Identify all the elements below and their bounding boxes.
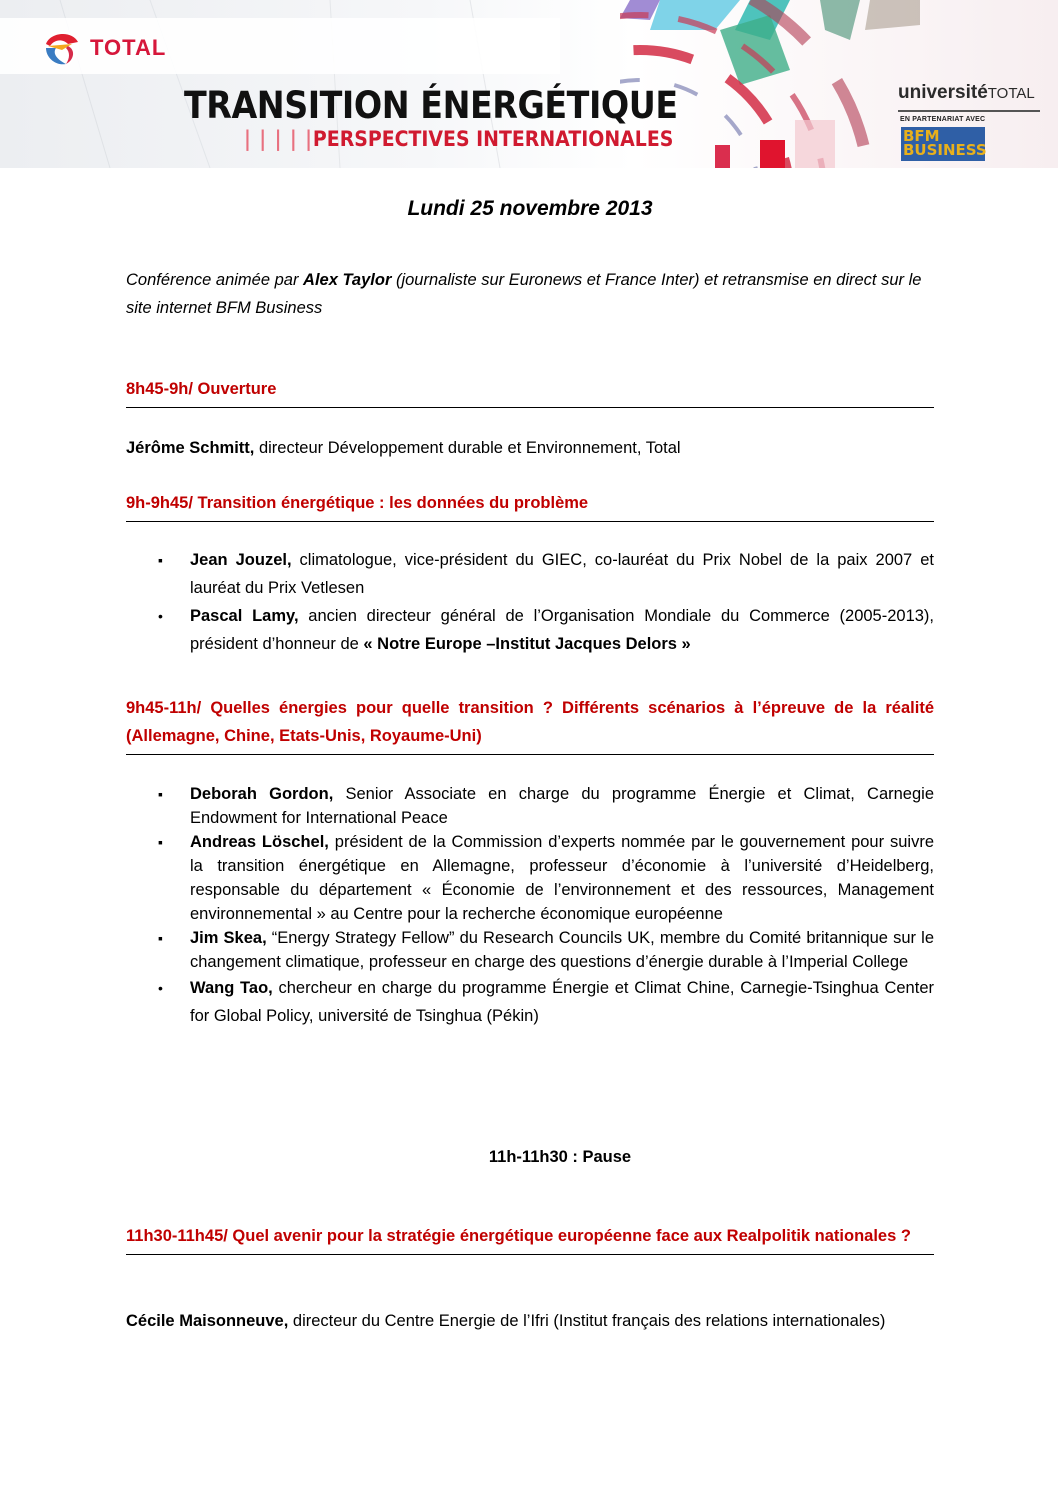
partner-label: EN PARTENARIAT AVEC	[900, 116, 986, 123]
session-heading-europe: 11h30-11h45/ Quel avenir pour la stratégie énergétique européenne face aux Realpolitik nationales ?	[126, 1222, 934, 1255]
event-title: TRANSITION ÉNERGÉTIQUE	[184, 84, 678, 127]
event-subtitle	[244, 127, 673, 151]
list-item	[126, 602, 934, 658]
speaker-desc: directeur du Centre Energie de l’Ifri (Institut français des relations internationales)	[288, 1312, 886, 1330]
speaker-desc: chercheur en charge du programme Énergie et Climat Chine, Carnegie-Tsinghua Center for Global Policy, université de Tsinghua (Pékin)	[190, 979, 934, 1025]
bfm-logo-line1: BFM	[903, 127, 940, 145]
speaker-desc: directeur Développement durable et Environnement, Total	[254, 439, 681, 457]
speaker-desc: Senior Associate en charge du programme Énergie et Climat, Carnegie Endowment for International Peace	[190, 785, 934, 827]
pause-label: 11h-11h30 : Pause	[488, 1148, 632, 1166]
intro-paragraph	[126, 266, 934, 322]
speaker-name: Pascal Lamy,	[190, 607, 299, 625]
header-banner	[0, 0, 1058, 168]
subtitle-ticks: | | | | |	[244, 127, 313, 151]
speaker-name: Cécile Maisonneuve,	[126, 1312, 289, 1330]
event-date: Lundi 25 novembre 2013	[407, 197, 653, 220]
session-heading-scenarios: 9h45-11h/ Quelles énergies pour quelle transition ? Différents scénarios à l’épreuve de la réalité (Allemagne, Chine, Etats-Unis, Royaume-Uni)	[126, 694, 934, 755]
square-bullet-icon: ▪	[158, 552, 163, 568]
round-bullet-icon: •	[158, 608, 163, 624]
session-heading-donnees: 9h-9h45/ Transition énergétique : les données du problème	[126, 489, 934, 522]
speaker-name: Jim Skea,	[190, 929, 267, 947]
universite-text: université	[898, 82, 988, 103]
universite-total-text: TOTAL	[987, 85, 1035, 102]
total-logo-icon	[42, 28, 82, 68]
list-item	[126, 782, 934, 830]
list-item	[126, 926, 934, 974]
list-item	[126, 830, 934, 926]
total-logo-text: TOTAL	[90, 35, 167, 60]
total-logo	[42, 28, 166, 68]
round-bullet-icon: •	[158, 980, 163, 996]
speaker-desc: climatologue, vice-président du GIEC, co-lauréat du Prix Nobel de la paix 2007 et lauréat du Prix Vetlesen	[190, 551, 934, 597]
square-bullet-icon: ▪	[158, 930, 163, 946]
session-heading-ouverture: 8h45-9h/ Ouverture	[126, 375, 934, 408]
speaker-desc: “Energy Strategy Fellow” du Research Councils UK, membre du Comité britannique sur le changement climatique, professeur en charge des questions d’énergie durable à l’Imperial College	[190, 929, 934, 971]
speaker-name: Wang Tao,	[190, 979, 273, 997]
square-bullet-icon: ▪	[158, 834, 163, 850]
speaker-name: Jean Jouzel,	[190, 551, 292, 569]
speaker-name: Jérôme Schmitt,	[126, 439, 255, 457]
speaker-name: Deborah Gordon,	[190, 785, 334, 803]
speaker-name: Andreas Löschel,	[190, 833, 329, 851]
square-bullet-icon: ▪	[158, 786, 163, 802]
speaker-entry	[126, 434, 934, 462]
host-name: Alex Taylor	[303, 271, 392, 289]
universite-total-logo	[898, 82, 1035, 104]
bfm-business-logo	[901, 127, 985, 161]
speaker-list-session3	[126, 782, 934, 1030]
speaker-entry	[126, 1307, 934, 1335]
speaker-list-session2	[126, 546, 934, 658]
list-item	[126, 546, 934, 602]
speaker-desc: président de la Commission d’experts nommée par le gouvernement pour suivre la transition énergétique en Allemagne, professeur d’économie à l’université d’Heidelberg, responsable du département « Économie de l’environnement et des ressources, Management environnemental » au Centre pour la recherche économique européenne	[190, 833, 935, 923]
subtitle-text: PERSPECTIVES INTERNATIONALES	[312, 127, 674, 151]
list-item	[126, 974, 934, 1030]
intro-prefix: Conférence animée par	[126, 271, 304, 289]
bfm-logo-line2: BUSINESS	[903, 141, 987, 159]
intro-suffix: (journaliste sur Euronews et France Inter) et retransmise en direct sur le site internet BFM Business	[126, 271, 922, 317]
speaker-desc: ancien directeur général de l’Organisation Mondiale du Commerce (2005-2013), président d’honneur de	[190, 607, 935, 653]
speaker-affiliation: « Notre Europe –Institut Jacques Delors »	[363, 635, 691, 653]
logo-divider	[898, 110, 1040, 112]
